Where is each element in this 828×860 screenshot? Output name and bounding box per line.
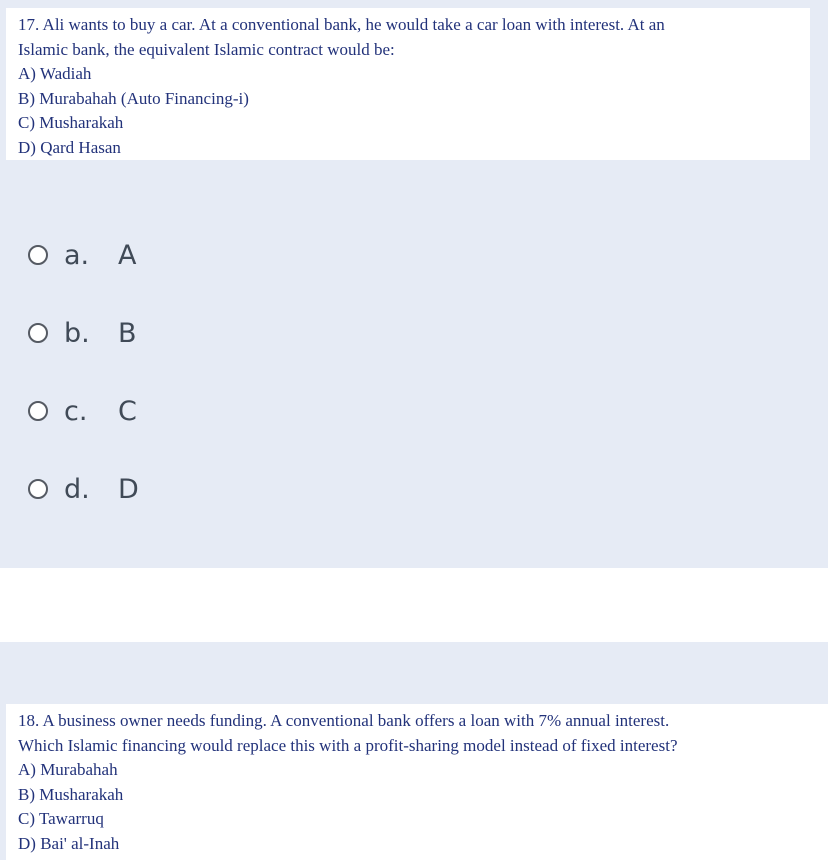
answer-label: C bbox=[118, 395, 137, 427]
question-option-line: C) Tawarruq bbox=[18, 809, 104, 828]
question-option-line: C) Musharakah bbox=[18, 113, 124, 132]
answer-option-d[interactable] bbox=[28, 450, 139, 528]
answer-option-b[interactable] bbox=[28, 294, 139, 372]
radio-button[interactable] bbox=[28, 323, 48, 343]
answer-label: D bbox=[118, 473, 139, 505]
answer-list bbox=[28, 216, 139, 528]
question-text-17 bbox=[6, 8, 810, 160]
answer-option-a[interactable] bbox=[28, 216, 139, 294]
question-line: 18. A business owner needs funding. A conventional bank offers a loan with 7% annual interest. bbox=[18, 711, 670, 730]
question-option-line: D) Qard Hasan bbox=[18, 137, 121, 157]
question-text-18 bbox=[6, 704, 828, 860]
radio-button[interactable] bbox=[28, 401, 48, 421]
answer-label: A bbox=[118, 239, 137, 271]
question-option-line: B) Musharakah bbox=[18, 784, 124, 804]
question-option-line: A) Wadiah bbox=[18, 64, 92, 83]
question-option-line: A) Murabahah bbox=[18, 760, 118, 779]
question-card-18 bbox=[0, 642, 828, 860]
question-line: 17. Ali wants to buy a car. At a conventional bank, he would take a car loan with interest. At an bbox=[18, 15, 665, 34]
question-line: Islamic bank, the equivalent Islamic contract would be: bbox=[18, 39, 395, 59]
answer-letter: a. bbox=[64, 239, 90, 271]
answer-option-c[interactable] bbox=[28, 372, 139, 450]
answer-letter: c. bbox=[64, 395, 88, 427]
question-option-line: D) Bai' al-Inah bbox=[18, 833, 120, 853]
answer-letter: b. bbox=[64, 317, 90, 349]
radio-button[interactable] bbox=[28, 245, 48, 265]
radio-button[interactable] bbox=[28, 479, 48, 499]
question-option-line: B) Murabahah (Auto Financing-i) bbox=[18, 88, 249, 108]
answer-letter: d. bbox=[64, 473, 90, 505]
question-line: Which Islamic financing would replace this with a profit-sharing model instead of fixed interest? bbox=[18, 735, 678, 755]
answer-label: B bbox=[118, 317, 137, 349]
